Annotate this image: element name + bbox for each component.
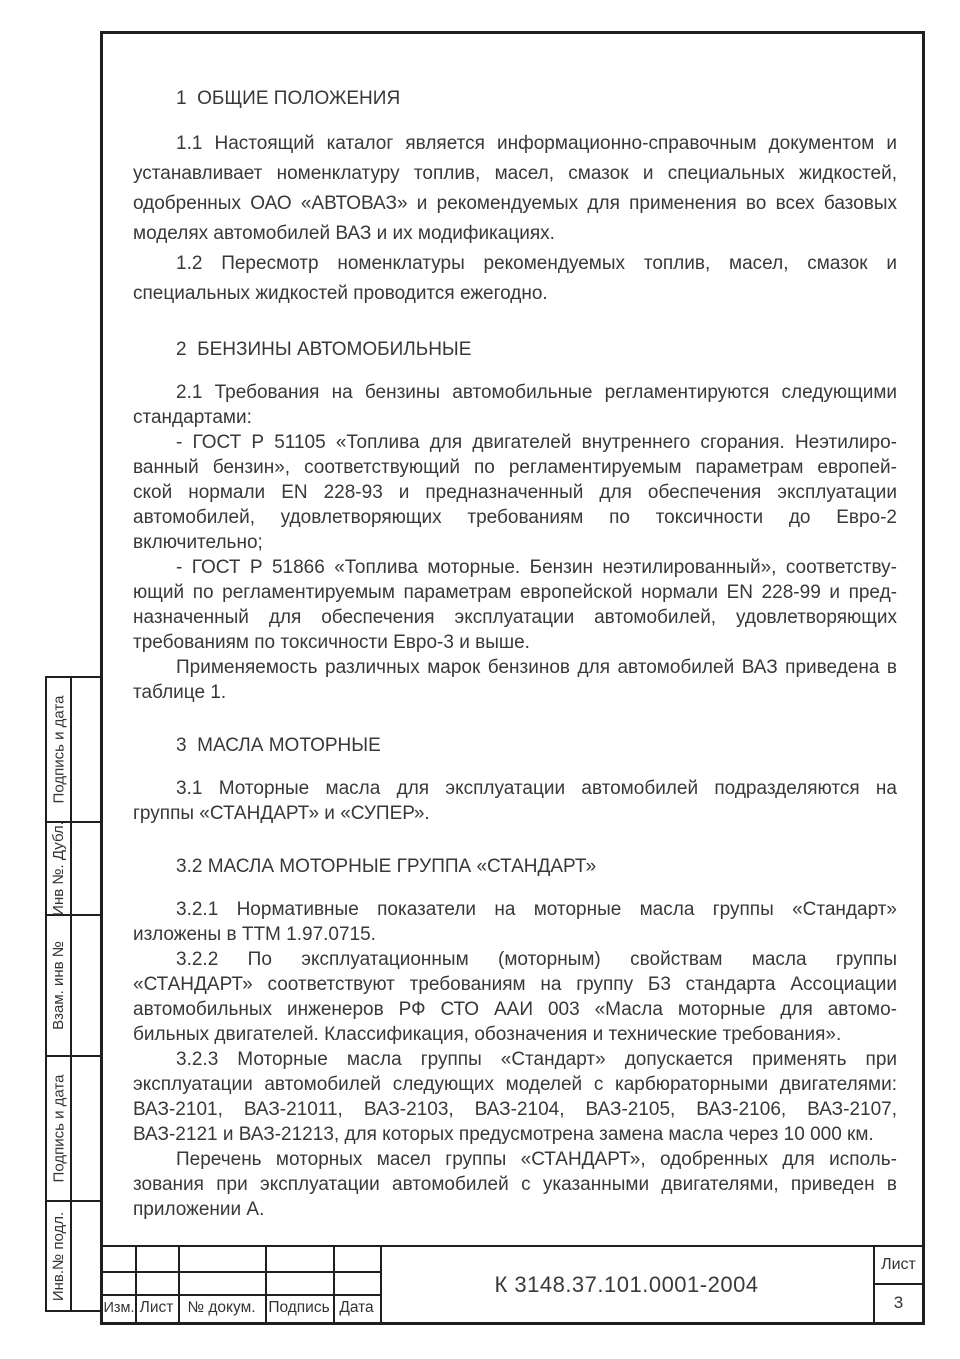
document-number: К 3148.37.101.0001-2004 xyxy=(494,1271,759,1297)
text-line: «СТАНДАРТ» соответствуют требованиям на группу Б3 стандарта Ассоциации xyxy=(133,974,897,995)
sidebar-label: Подпись и дата xyxy=(50,695,68,804)
text-line: бильных двигателей. Классификация, обозначения и технические требования». xyxy=(133,1024,842,1045)
sidebar-section xyxy=(45,914,103,1057)
section-heading: 3 МАСЛА МОТОРНЫЕ xyxy=(176,735,381,756)
text-line: автомобильных инженеров РФ СТО ААИ 003 «Масла моторные для автомо- xyxy=(133,999,897,1020)
paragraph xyxy=(133,897,897,947)
stamp-col-podpis: Подпись xyxy=(268,1299,330,1316)
paragraph xyxy=(133,655,897,705)
text-line: приложении А. xyxy=(133,1199,265,1220)
section-heading: 2 БЕНЗИНЫ АВТОМОБИЛЬНЫЕ xyxy=(176,339,472,360)
sidebar-label-cell xyxy=(45,914,72,1057)
text-line: ВАЗ-2101, ВАЗ-21011, ВАЗ-2103, ВАЗ-2104, ВАЗ-2105, ВАЗ-2106, ВАЗ-2107, xyxy=(133,1099,897,1120)
text-line: специальных жидкостей проводится ежегодно. xyxy=(133,283,548,304)
sheet-number: 3 xyxy=(893,1292,904,1312)
text-line: изложены в ТТМ 1.97.0715. xyxy=(133,924,376,945)
sidebar-label: Инв №. Дубл. xyxy=(50,821,67,916)
text-line: ской нормали EN 228-93 и предназначенный для обеспечения эксплуатации xyxy=(133,482,897,503)
title-block xyxy=(103,1245,922,1322)
sidebar-label: Инв.№ подл. xyxy=(50,1211,67,1301)
text-line: 3.1 Моторные масла для эксплуатации автомобилей подразделяются на xyxy=(176,778,897,799)
paragraph xyxy=(133,776,897,826)
document-content xyxy=(133,86,897,1222)
text-line: - ГОСТ Р 51105 «Топлива для двигателей внутреннего сгорания. Неэтилиро- xyxy=(176,432,897,453)
sidebar-label-cell xyxy=(45,676,72,823)
sidebar-label-cell xyxy=(45,1055,72,1202)
paragraph xyxy=(133,947,897,1047)
sidebar-section xyxy=(45,1200,103,1312)
text-line: моделях автомобилей ВАЗ и их модификациях. xyxy=(133,223,555,244)
paragraph xyxy=(133,380,897,430)
sidebar-label-cell xyxy=(45,1200,72,1312)
text-line: устанавливает номенклатуру топлив, масел, смазок и специальных жидкостей, xyxy=(133,163,897,184)
stamp-col-data: Дата xyxy=(339,1299,374,1316)
sidebar-section xyxy=(45,1055,103,1202)
text-line: зования при эксплуатации автомобилей с указанными двигателями, приведен в xyxy=(133,1174,897,1195)
section-heading: 3.2 МАСЛА МОТОРНЫЕ ГРУППА «СТАНДАРТ» xyxy=(176,856,597,877)
paragraph xyxy=(133,1047,897,1147)
text-line: ВАЗ-2121 и ВАЗ-21213, для которых предусмотрена замена масла через 10 000 км. xyxy=(133,1124,874,1145)
text-line: таблице 1. xyxy=(133,682,227,703)
sidebar-blank-cell xyxy=(70,1055,103,1202)
text-line: одобренных ОАО «АВТОВАЗ» и рекомендуемых для применения во всех базовых xyxy=(133,193,897,214)
text-line: 3.2.2 По эксплуатационным (моторным) свойствам масла группы xyxy=(176,949,897,970)
sidebar-blank-cell xyxy=(70,676,103,823)
paragraph xyxy=(133,249,897,309)
stamp-col-izm: Изм. xyxy=(103,1300,135,1316)
paragraph xyxy=(133,1147,897,1222)
text-line: 1.1 Настоящий каталог является информационно-справочным документом и xyxy=(176,133,897,154)
paragraph xyxy=(133,555,897,655)
text-line: стандартами: xyxy=(133,407,252,428)
stamp-divider xyxy=(103,1271,382,1273)
text-line: 3.2.3 Моторные масла группы «Стандарт» допускается применять при xyxy=(176,1049,897,1070)
text-line: назначенный для обеспечения эксплуатации автомобилей, удовлетворяющих xyxy=(133,607,897,628)
sidebar-blank-cell xyxy=(70,914,103,1057)
sidebar-label: Подпись и дата xyxy=(50,1074,68,1183)
section-heading: 1 ОБЩИЕ ПОЛОЖЕНИЯ xyxy=(176,88,401,109)
text-line: группы «СТАНДАРТ» и «СУПЕР». xyxy=(133,803,430,824)
text-line: Перечень моторных масел группы «СТАНДАРТ», одобренных для исполь- xyxy=(176,1149,897,1170)
sidebar-label: Взам. инв № xyxy=(50,941,68,1030)
paragraph xyxy=(133,430,897,555)
text-line: 3.2.1 Нормативные показатели на моторные масла группы «Стандарт» xyxy=(176,899,897,920)
text-line: включительно; xyxy=(133,532,263,553)
sheet-label: Лист xyxy=(881,1256,916,1273)
text-line: 2.1 Требования на бензины автомобильные регламентируются следующими xyxy=(176,382,897,403)
gost-side-column xyxy=(45,676,103,1312)
text-line: ванный бензин», соответствующий по регламентируемым параметрам европей- xyxy=(133,457,897,478)
sidebar-section xyxy=(45,676,103,823)
stamp-col-dokum: № докум. xyxy=(187,1299,256,1316)
sidebar-blank-cell xyxy=(70,821,103,916)
text-line: требованиям по токсичности Евро-3 и выше. xyxy=(133,632,530,653)
text-line: 1.2 Пересмотр номенклатуры рекомендуемых топлив, масел, смазок и xyxy=(176,253,897,274)
sidebar-label-cell xyxy=(45,821,72,916)
stamp-col-list: Лист xyxy=(139,1299,174,1316)
text-line: автомобилей, удовлетворяющих требованиям по токсичности до Евро-2 xyxy=(133,507,897,528)
paragraph xyxy=(133,129,897,249)
text-line: ющий по регламентируемым параметрам европейской нормали EN 228-99 и пред- xyxy=(133,582,897,603)
sidebar-blank-cell xyxy=(70,1200,103,1312)
text-line: эксплуатации автомобилей следующих моделей с карбюраторными двигателями: xyxy=(133,1074,897,1095)
text-line: Применяемость различных марок бензинов для автомобилей ВАЗ приведена в xyxy=(176,657,897,678)
text-line: - ГОСТ Р 51866 «Топлива моторные. Бензин неэтилированный», соответству- xyxy=(176,557,897,578)
sidebar-section xyxy=(45,821,103,916)
document-frame xyxy=(100,31,925,1325)
